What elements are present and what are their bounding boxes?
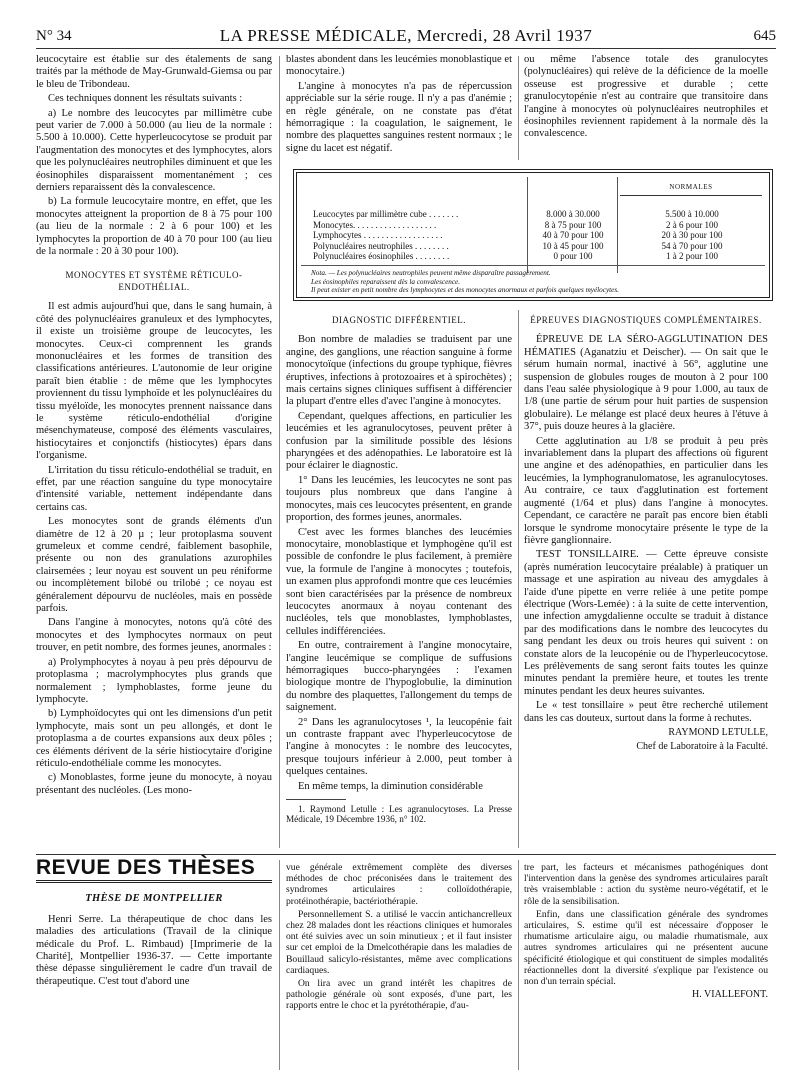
paragraph: Cette agglutination au 1/8 se produit à peu près invariablement dans la plupart des affections où figurent une angine et des adénopathies, en particulier dans les leucémies, la lymphogranulomatose, les agranulocytoses. Au contraire, ce taux d'agglutination est fortement augmenté (1/64 et plus) dans l'angine à monocytes. Cependant, ce caractère ne paraît pas encore bien établi lorsque le syndrome monocytaire présente le type de la fièvre ganglionnaire.: [524, 435, 768, 546]
column-divider: [518, 56, 519, 160]
paragraph: 2° Dans les agranulocytoses ¹, la leucopénie fait un contraste frappant avec l'hyperleucocytose de l'angine à monocytes : le nombre des leucocytes, presque toujours inférieur à 2.000, peut tomber à quelques centaines.: [286, 716, 512, 778]
table-divider: [527, 177, 528, 273]
table-row-label: Monocytes. . . . . . . . . . . . . . . . . . .: [313, 219, 437, 230]
paragraph: vue générale extrêmement complète des diverses méthodes de choc préconisées dans le traitement des syndromes articulaires : colloïdothérapie, protéinothérapie, bactériothérapie.: [286, 862, 512, 907]
paragraph: Personnellement S. a utilisé le vaccin antichancrelleux chez 28 malades dont les réactions cliniques et humorales ont été suivies avec un soin minutieux ; et il faut insister sur cet emploi de la Dmelcothérapie dans les maladies de Bouillaud salicylo-résistantes, même avec complications cardiaques.: [286, 908, 512, 976]
table-row-label: Lymphocytes . . . . . . . . . . . . . . . . . .: [313, 230, 443, 240]
column-divider: [279, 860, 280, 1070]
revue-column-3: [524, 862, 768, 1002]
paragraph: Il est admis aujourd'hui que, dans le sang humain, à côté des polynucléaires granuleux et des lymphocytes, il existe un troisième groupe de leucocytes, les monocytes. Ceux-ci comprennent les grands mononucléaires et les formes de transition des classifications antérieures. L'autonomie de leur origine paraît bien établie : de même que les lymphocytes proviennent du tissu lymphoïde et les polynucléaires du tissu myéloïde, les monocytes prennent naissance dans le système réticulo-endothélial d'origine mésenchymateuse, composé des éléments vasculaires, histiocytaires et conjonctifs (histiocytes) épars dans l'organisme.: [36, 301, 272, 462]
journal-title: LA PRESSE MÉDICALE, Mercredi, 28 Avril 1937: [219, 26, 593, 45]
paragraph: ÉPREUVE DE LA SÉRO-AGGLUTINATION DES HÉMATIES (Aganatziu et Deischer). — On sait que le sérum humain normal, inactivé à 56°, agglutine une suspension de globules rouges de mouton à 2 pour 100 dans l'eau salée physiologique à 9 pour 1.000, au taux de 1/8 (une partie de sérum pour huit parties de suspension globulaire). Le mélange est placé deux heures à l'étuve à 37°, puis douze heures à la glacière.: [524, 334, 768, 433]
paragraph: Henri Serre. La thérapeutique de choc dans les maladies des articulations (Travail de la clinique médicale du Prof. L. Rimbaud) [Imprimerie de la Charité], Montpellier 1936-37. — Cette importante thèse dépasse singulièrement le cadre d'un travail de thérapeutique. C'est tout d'abord une: [36, 913, 272, 987]
header-rule: [36, 48, 776, 49]
issue-number: N° 34: [36, 28, 72, 44]
table-labels: [313, 209, 523, 262]
paragraph: L'angine à monocytes n'a pas de répercussion appréciable sur la série rouge. Il n'y a pas d'anémie ; en règle générale, on ne constate pas d'état hémorragique : la coagulation, le saignement, le nombre des plaquettes sanguines restent normaux ; le signe du lacet est négatif.: [286, 80, 512, 154]
table-note-line: Il peut exister en petit nombre des lymphocytes et des monocytes anormaux et parfois quelques myélocytes.: [311, 286, 619, 295]
paragraph: c) Monoblastes, forme jeune du monocyte, à noyau présentant des nucléoles. (Les mono-: [36, 772, 272, 796]
column-2-bottom: [286, 314, 512, 827]
paragraph: Cependant, quelques affections, en particulier les leucémies et les agranulocytoses, peuvent prêter à confusion par la similitude possible des lésions pharyngées et des adénopathies. Le laboratoire est là pour éclairer le diagnostic.: [286, 410, 512, 472]
footnote: 1. Raymond Letulle : Les agranulocytoses. La Presse Médicale, 19 Décembre 1936, n° 102.: [286, 804, 512, 825]
revue-heading-rule: [36, 880, 272, 883]
table-cell: 1 à 2 pour 100: [666, 251, 718, 261]
paragraph: b) La formule leucocytaire montre, en effet, que les monocytes atteignent la proportion de 8 à 75 pour 100 (au lieu de la normale : 2 à 6 pour 100) et les lymphocytes la proportion de 40 à 70 pour 100 (au lieu de la normale : 20 à 30 pour 100).: [36, 196, 272, 258]
page-header: [36, 22, 776, 46]
table-divider: [617, 177, 618, 273]
table-row-label: Polynucléaires éosinophiles . . . . . . . .: [313, 251, 450, 261]
column-divider: [518, 860, 519, 1070]
paragraph: blastes abondent dans les leucémies monoblastique et monocytaire.): [286, 54, 512, 78]
paragraph: C'est avec les formes blanches des leucémies monocytaire, monoblastique et lymphogène qu'il est possible de confondre le plus facilement, à première vue, la formule de l'angine à monocytes ; toutefois, un examen plus approfondi montre que ces leucémies sont bien caractérisées par la présence de nombreux leucocytes anormaux à noyau contenant des nucléoles, tels que monoblastes, lymphoblastes, cellules indifférenciées.: [286, 526, 512, 637]
paragraph: a) Prolymphocytes à noyau à peu près dépourvu de protoplasma ; macrolymphocytes plus grands que normalement ; lymphoblastes, forme jeune du lymphocyte.: [36, 656, 272, 705]
table-cell: 2 à 6 pour 100: [666, 219, 718, 230]
column-1: [36, 54, 272, 799]
paragraph: 1° Dans les leucémies, les leucocytes ne sont pas toujours plus nombreux que dans l'angine à monocytes, mais ces leucocytes présentent, en grande proportion, des formes jeunes, anormales.: [286, 474, 512, 524]
paragraph: En outre, contrairement à l'angine monocytaire, l'angine leucémique se complique de suffusions hémorragiques bucco-pharyngées : l'examen biologique montre de l'hypoglobulie, la diminution du nombre des plaquettes, l'allongement du temps de saignement.: [286, 640, 512, 714]
table-cell: 54 à 70 pour 100: [661, 240, 723, 251]
footnote-rule: [286, 799, 346, 800]
revue-column-1: [36, 846, 272, 990]
paragraph: TEST TONSILLAIRE. — Cette épreuve consiste (après numération leucocytaire préalable) à pratiquer un massage et une aspiration au niveau des amygdales à l'aide d'une pipette en verre reliée à une petite pompe électrique (Wors-Lemée) : à la suite de cette intervention, une infection amygdalienne occulte se traduit à distance par des modifications dans le nombre des leucocytes du sang pendant les deux ou trois heures qui suivent : on constate alors de la leucopénie ou de l'hyperleucocytose. Les prélèvements de sang seront faits toutes les quinze minutes pendant la première heure, et toutes les trente minutes pendant les deux heures suivantes.: [524, 549, 768, 697]
revue-heading: REVUE DES THÈSES: [36, 856, 256, 879]
paragraph: L'irritation du tissu réticulo-endothélial se traduit, en effet, par une réaction sanguine du type monocytaire d'intensité variable, nettement indépendante dans certains cas.: [36, 464, 272, 513]
section-heading: DIAGNOSTIC DIFFÉRENTIEL.: [332, 315, 466, 325]
comparison-table: [296, 172, 770, 298]
paragraph: On lira avec un grand intérêt les chapitres de pathologie générale où sont exposés, d'une part, les rapports entre le choc et la pyrétothérapie, d'au-: [286, 978, 512, 1012]
table-cell: 20 à 30 pour 100: [661, 230, 723, 240]
column-3-bottom: [524, 314, 768, 756]
table-cell: 10 à 45 pour 100: [542, 240, 604, 251]
column-3-top: [524, 54, 768, 143]
paragraph: leucocytaire est établie sur des étalements de sang traités par la méthode de May-Grunwald-Giemsa ou par le bleu de Tribondeau.: [36, 54, 272, 90]
these-heading: THÈSE DE MONTPELLIER: [85, 893, 223, 905]
column-divider: [518, 310, 519, 848]
section-heading: MONOCYTES ET SYSTÈME RÉTICULO-ENDOTHÉLIAL.: [65, 269, 243, 292]
table-cell: 8.000 à 30.000: [546, 209, 600, 219]
table-note-line: Nota. — Les polynucléaires neutrophiles peuvent même disparaître passagèrement.: [311, 269, 551, 277]
page-number: 645: [753, 28, 776, 44]
table-row-label: Leucocytes par millimètre cube . . . . . . .: [313, 209, 459, 219]
column-2-top: [286, 54, 512, 157]
paragraph: Bon nombre de maladies se traduisent par une angine, des ganglions, une réaction sanguine à forme monocytoïque (infections du groupe typhique, fièvres éruptives, infections à protozoaires et à spirochètes) ; mais certains signes cliniques suffisent à différencier la plupart d'entre elles d'avec l'angine à monocytes.: [286, 334, 512, 408]
table-cell: 5.500 à 10.000: [665, 209, 719, 219]
revue-column-2: [286, 862, 512, 1014]
table-cell: 8 à 75 pour 100: [544, 219, 602, 230]
table-note-rule: [301, 265, 765, 266]
paragraph: tre part, les facteurs et mécanismes pathogéniques dont l'intervention dans la genèse des syndromes articulaires paraît très vraisemblable : action du système neuro-végétatif, et le rôle de la sensibilisation.: [524, 862, 768, 907]
paragraph: a) Le nombre des leucocytes par millimètre cube peut varier de 7.000 à 50.000 (au lieu de la normale : 5.500 à 10.000). Cette hyperleucocytose se produit par l'augmentation des monocytes et des lymphocytes, alors que les polynucléaires neutrophiles diminuent et que les éosinophiles disparaissent momentanément ; ces derniers reparaissent dès la convalescence.: [36, 107, 272, 194]
table-header-normales: NORMALES: [669, 183, 713, 191]
table-note: [311, 269, 761, 295]
paragraph: Ces techniques donnent les résultats suivants :: [48, 93, 243, 105]
table-values: [533, 209, 613, 262]
table-row-label: Polynucléaires neutrophiles . . . . . . . .: [313, 240, 449, 251]
paragraph: b) Lymphoïdocytes qui ont les dimensions d'un petit lymphocyte, mais sont un peu allongés, et dont le protoplasma a de courtes expansions aux deux pôles ; ces éléments dérivent de la série histiocytaire d'origine réticulo-endothéliale comme les monocytes.: [36, 708, 272, 769]
paragraph: En même temps, la diminution considérable: [298, 780, 483, 792]
column-divider: [279, 56, 280, 848]
section-heading: ÉPREUVES DIAGNOSTIQUES COMPLÉMENTAIRES.: [530, 315, 762, 325]
table-cell: 0 pour 100: [553, 251, 593, 261]
signature-title: Chef de Laboratoire à la Faculté.: [636, 741, 768, 753]
table-cell: 40 à 70 pour 100: [542, 230, 604, 240]
paragraph: Les monocytes sont de grands éléments d'un diamètre de 12 à 20 µ ; leur protoplasma souvent grumeleux et comme cendré, faiblement basophile, présente ou non des granulations azurophiles clairsemées ; leur noyau est souvent un peu réniforme ou incomplètement bilobé ou trilobé ; ce noyau est généralement dépourvu de nucléoles, mais en possède parfois.: [36, 516, 272, 615]
paragraph: ou même l'absence totale des granulocytes (polynucléaires) qui relève de la déficience de la moelle osseuse est progressive et durable ; cette granulocytopénie n'est au contraire que transitoire dans l'angine à monocytes où polynucléaires neutrophiles et éosinophiles reviennent rapidement à la normale dès la convalescence.: [524, 54, 768, 140]
table-normal-values: [623, 209, 761, 262]
table-header-rule: [620, 195, 762, 196]
paragraph: Dans l'angine à monocytes, notons qu'à côté des monocytes et des lymphocytes normaux on peut trouver, en petit nombre, des formes jeunes, anormales :: [36, 617, 272, 654]
paragraph: Le « test tonsillaire » peut être recherché utilement dans les cas douteux, surtout dans la forme à rechutes.: [524, 700, 768, 724]
table-note-line: Les éosinophiles reparaissent dès la convalescence.: [311, 277, 461, 286]
paragraph: Enfin, dans une classification générale des syndromes articulaires, S. estime qu'il est nécessaire d'opposer le rhumatisme articulaire aigu, ou maladie rhumatismale, aux autres syndromes articulaires qui ne présentent aucune spécificité étiologique et qui constituent de simples modalités réactionnelles dont la diversité s'explique par l'existence ou non d'un terrain spécial.: [524, 908, 768, 988]
signature-name: H. VIALLEFONT.: [691, 989, 768, 1001]
signature-name: RAYMOND LETULLE,: [668, 727, 768, 738]
